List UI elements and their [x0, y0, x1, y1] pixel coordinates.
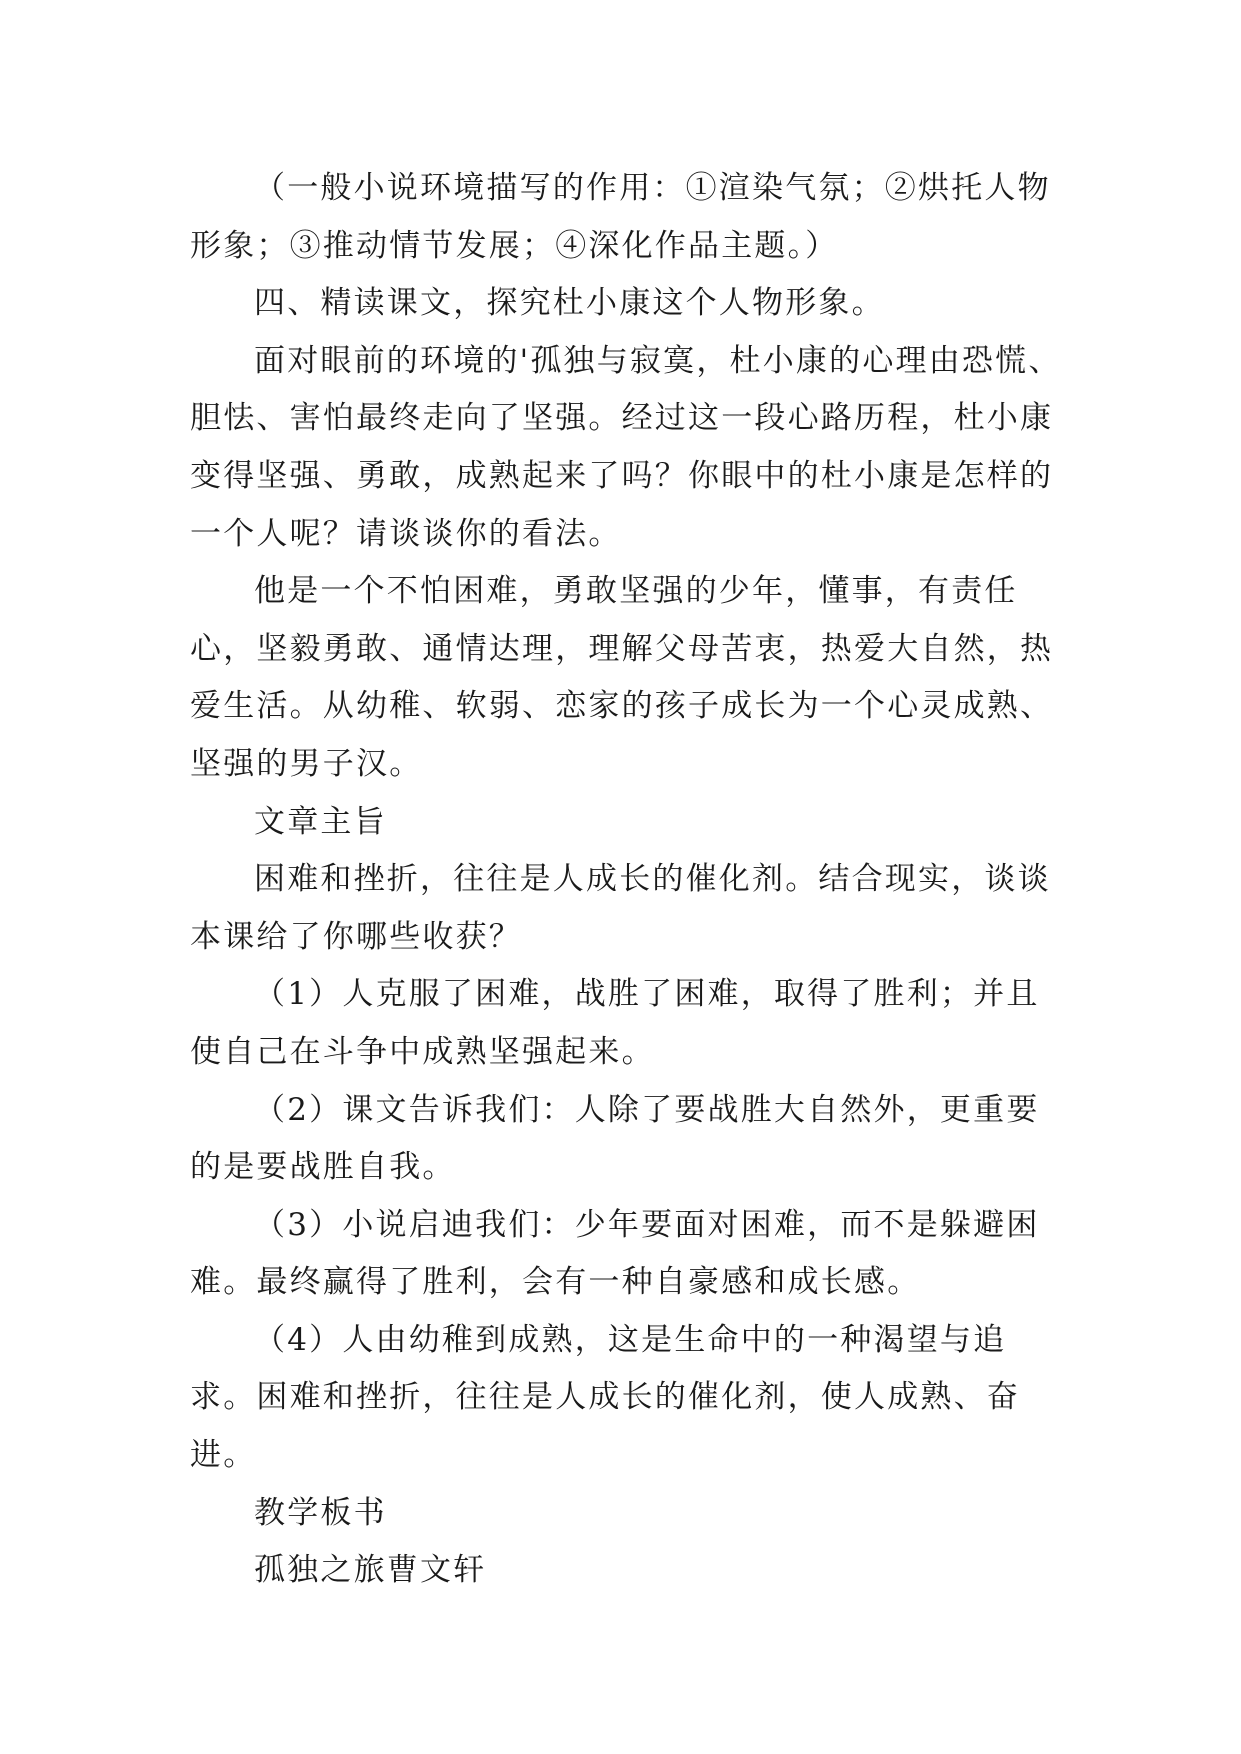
paragraph-answer: 他是一个不怕困难，勇敢坚强的少年，懂事，有责任心，坚毅勇敢、通情达理，理解父母苦衷，热爱大自然，热爱生活。从幼稚、软弱、恋家的孩子成长为一个心灵成熟、坚强的男子汉。	[190, 573, 1054, 782]
document-body	[190, 160, 1070, 1600]
paragraph-point-2: （2）课文告诉我们：人除了要战胜大自然外，更重要的是要战胜自我。	[190, 1091, 1040, 1186]
paragraph-point-4: （4）人由幼稚到成熟，这是生命中的一种渴望与追求。困难和挫折，往往是人成长的催化剂，使人成熟、奋进。	[190, 1321, 1020, 1474]
paragraph-theme-question: 困难和挫折，往往是人成长的催化剂。结合现实，谈谈本课给了你哪些收获？	[190, 861, 1051, 955]
paragraph-board-heading: 教学板书	[254, 1494, 387, 1531]
paragraph-question: 面对眼前的环境的'孤独与寂寞，杜小康的心理由恐慌、胆怯、害怕最终走向了坚强。经过这一段心路历程，杜小康变得坚强、勇敢，成熟起来了吗？你眼中的杜小康是怎样的一个人呢？请谈谈你的看法。	[190, 342, 1062, 552]
paragraph-theme-heading: 文章主旨	[254, 803, 387, 840]
paragraph-board-title: 孤独之旅曹文轩	[254, 1552, 487, 1589]
paragraph-point-1: （1）人克服了困难，战胜了困难，取得了胜利；并且使自己在斗争中成熟坚强起来。	[190, 976, 1040, 1070]
paragraph-point-3: （3）小说启迪我们：少年要面对困难，而不是躲避困难。最终赢得了胜利，会有一种自豪感和成长感。	[190, 1206, 1040, 1301]
paragraph-environment-note: （一般小说环境描写的作用：①渲染气氛；②烘托人物形象；③推动情节发展；④深化作品主题。）	[190, 170, 1051, 264]
paragraph-section-four-heading: 四、精读课文，探究杜小康这个人物形象。	[254, 285, 885, 322]
